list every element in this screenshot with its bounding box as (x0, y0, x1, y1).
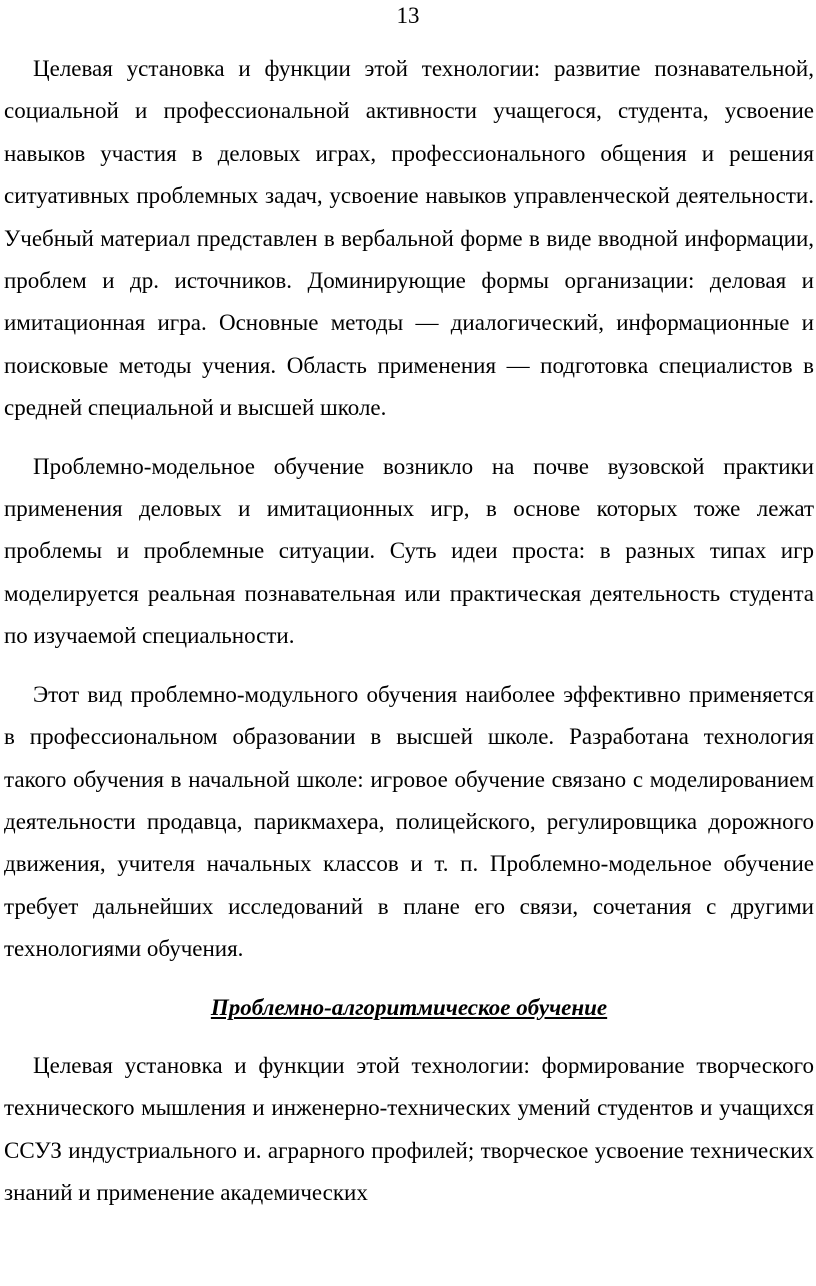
paragraph-algorithmic-learning-goals: Целевая установка и функции этой технологии: формирование творческого технического мышления и инженерно-технических умений студентов и учащихся ССУЗ индустриального и. аграрного профилей; творческое усвоение технических знаний и применение академических (4, 1052, 814, 1206)
paragraph-problem-model-learning: Проблемно-модельное обучение возникло на почве вузовской практики применения деловых и имитационных игр, в основе которых тоже лежат проблемы и проблемные ситуации. Суть идеи проста: в разных типах игр моделируется реальная познавательная или практическая деятельность студента по изучаемой специальности. (4, 453, 814, 649)
paragraph-problem-modular-learning: Этот вид проблемно-модульного обучения наиболее эффективно применяется в профессиональном образовании в высшей школе. Разработана технология такого обучения в начальной школе: игровое обучение связано с моделированием деятельности продавца, парикмахера, полицейского, регулировщика дорожного движения, учителя начальных классов и т. п. Проблемно-модельное обучение требует дальнейших исследований в плане его связи, сочетания с другими технологиями обучения. (4, 681, 814, 962)
document-body (4, 48, 814, 1215)
section-heading: Проблемно-алгоритмическое обучение (210, 994, 608, 1020)
page-number: 13 (396, 3, 420, 28)
paragraph-technology-goals: Целевая установка и функции этой технологии: развитие познавательной, социальной и профессиональной активности учащегося, студента, усвоение навыков участия в деловых играх, профессионального общения и решения ситуативных проблемных задач, усвоение навыков управленческой деятельности. Учебный материал представлен в вербальной форме в виде вводной информации, проблем и др. источников. Доминирующие формы организации: деловая и имитационная игра. Основные методы — диалогический, информационные и поисковые методы учения. Область применения — подготовка специалистов в средней специальной и высшей школе. (4, 56, 814, 421)
